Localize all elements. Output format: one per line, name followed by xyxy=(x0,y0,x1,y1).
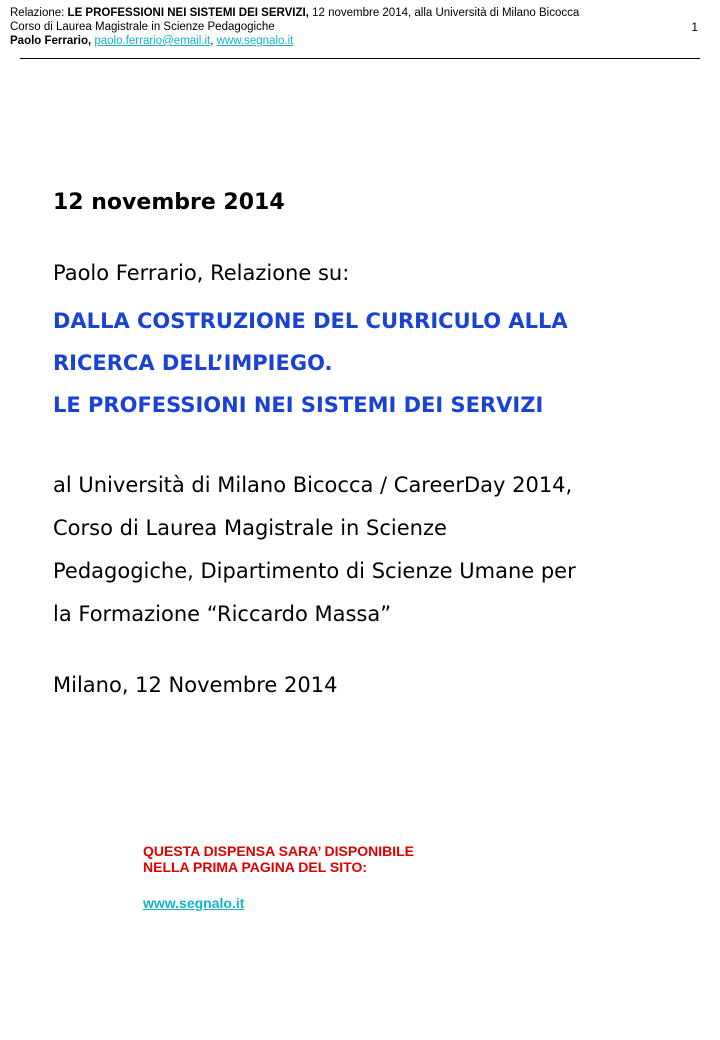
header-line-1 xyxy=(10,6,630,20)
venue-line: Corso di Laurea Magistrale in Scienze xyxy=(53,516,447,540)
header-prefix: Relazione: xyxy=(10,7,68,19)
header-line-3 xyxy=(10,34,630,48)
header-details: 12 novembre 2014, alla Università di Milano Bicocca xyxy=(308,7,580,19)
intro-text: Paolo Ferrario, Relazione su: xyxy=(53,261,350,285)
header-website-link[interactable]: www.segnalo.it xyxy=(216,35,294,47)
title-line: RICERCA DELL’IMPIEGO. xyxy=(53,351,333,375)
availability-notice xyxy=(143,843,414,911)
header-author: Paolo Ferrario, xyxy=(10,35,92,47)
page-number: 1 xyxy=(691,20,698,34)
venue-paragraph xyxy=(53,464,693,636)
venue-line: la Formazione “Riccardo Massa” xyxy=(53,602,392,626)
notice-website-link[interactable]: www.segnalo.it xyxy=(143,895,245,911)
header-email-link[interactable]: paolo.ferrario@email.it xyxy=(94,35,211,47)
header-divider xyxy=(20,58,700,59)
title-line: LE PROFESSIONI NEI SISTEMI DEI SERVIZI xyxy=(53,393,544,417)
venue-line: Pedagogiche, Dipartimento di Scienze Umane per xyxy=(53,559,576,583)
notice-line: QUESTA DISPENSA SARA’ DISPONIBILE xyxy=(143,843,414,859)
notice-line: NELLA PRIMA PAGINA DEL SITO: xyxy=(143,859,368,875)
document-title xyxy=(53,300,693,426)
header-title: LE PROFESSIONI NEI SISTEMI DEI SERVIZI, xyxy=(67,7,309,19)
title-line: DALLA COSTRUZIONE DEL CURRICULO ALLA xyxy=(53,309,568,333)
header-separator: , xyxy=(210,35,214,47)
header-line-2: Corso di Laurea Magistrale in Scienze Pedagogiche xyxy=(10,21,275,33)
running-header xyxy=(10,6,630,48)
venue-line: al Università di Milano Bicocca / CareerDay 2014, xyxy=(53,473,573,497)
main-content xyxy=(53,188,693,700)
city-date: Milano, 12 Novembre 2014 xyxy=(53,673,338,697)
document-date: 12 novembre 2014 xyxy=(53,190,285,215)
